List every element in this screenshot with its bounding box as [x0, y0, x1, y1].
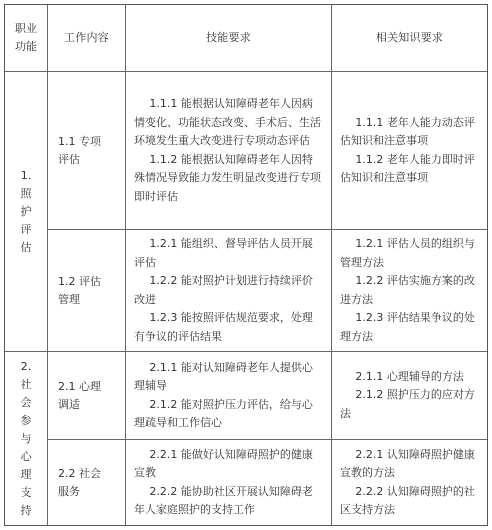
- knowledge-cell-1-2: [332, 230, 487, 351]
- competency-table: [4, 4, 488, 526]
- skill-item: 2.1.2 能对照护压力评估，给与心理疏导和工作信心: [134, 397, 313, 429]
- content-cell-1-1: [48, 72, 125, 229]
- skills-cell-2-1: [126, 352, 331, 439]
- skill-item: 2.2.1 能做好认知障碍照护的健康宣教: [134, 447, 313, 479]
- knowledge-item: 2.1.1 心理辅导的方法: [355, 369, 464, 383]
- function-cell-2: [5, 352, 47, 525]
- knowledge-item: 1.2.3 评估结果争议的处理方法: [340, 311, 475, 343]
- content-cell-2-1: [48, 352, 125, 439]
- knowledge-item: 1.1.1 老年人能力动态评估知识和注意事项: [340, 115, 475, 147]
- skill-item: 1.2.3 能按照评估规范要求，处理有争议的评估结果: [134, 311, 313, 343]
- header-function-cell: [5, 5, 47, 71]
- skill-item: 1.2.2 能对照护计划进行持续评价改进: [134, 274, 313, 306]
- skill-item: 1.1.2 能根据认知障碍老年人因特殊情况导致能力发生明显改变进行专项即时评估: [134, 152, 321, 203]
- skill-item: 1.1.1 能根据认知障碍老年人因病情变化、功能状态改变、手术后、生活环境发生重大改变进行专项动态评估: [134, 97, 321, 147]
- header-function: 职业 功能: [15, 22, 37, 53]
- content-label-1-2: 1.2 评估 管理: [58, 274, 101, 306]
- header-content: 工作内容: [64, 31, 109, 44]
- content-cell-1-2: [48, 230, 125, 351]
- skills-cell-2-2: [126, 440, 331, 525]
- content-label-1-1: 1.1 专项 评估: [58, 134, 101, 166]
- function-label-2: 2. 社 会 参 与 心 理 支 持: [20, 359, 32, 517]
- skill-item: 2.2.2 能协助社区开展认知障碍老年人家庭照护的支持工作: [134, 484, 313, 516]
- knowledge-item: 2.2.1 认知障碍照护健康宣教的方法: [340, 447, 475, 479]
- function-label-1: 1. 照 护 评 估: [20, 168, 32, 254]
- skills-cell-1-1: [126, 72, 331, 229]
- header-content-cell: [48, 5, 125, 71]
- knowledge-item: 1.2.1 评估人员的组织与管理方法: [340, 237, 475, 269]
- knowledge-cell-2-1: [332, 352, 487, 439]
- header-skills: 技能要求: [206, 31, 251, 44]
- skills-cell-1-2: [126, 230, 331, 351]
- knowledge-item: 1.1.2 老年人能力即时评估知识和注意事项: [340, 152, 475, 184]
- knowledge-item: 2.2.2 认知障碍照护的社区支持方法: [340, 484, 475, 516]
- content-label-2-2: 2.2 社会 服务: [58, 466, 101, 498]
- function-cell-1: [5, 72, 47, 351]
- header-knowledge-cell: [332, 5, 487, 71]
- skill-item: 1.2.1 能组织、督导评估人员开展评估: [134, 237, 313, 269]
- header-knowledge: 相关知识要求: [375, 31, 444, 44]
- knowledge-cell-2-2: [332, 440, 487, 525]
- knowledge-cell-1-1: [332, 72, 487, 229]
- knowledge-item: 1.2.2 评估实施方案的改进方法: [340, 274, 475, 306]
- content-label-2-1: 2.1 心理 调适: [58, 379, 101, 411]
- knowledge-item: 2.1.2 照护压力的应对方法: [340, 388, 475, 420]
- header-skills-cell: [126, 5, 331, 71]
- content-cell-2-2: [48, 440, 125, 525]
- skill-item: 2.1.1 能对认知障碍老年人提供心理辅导: [134, 360, 313, 392]
